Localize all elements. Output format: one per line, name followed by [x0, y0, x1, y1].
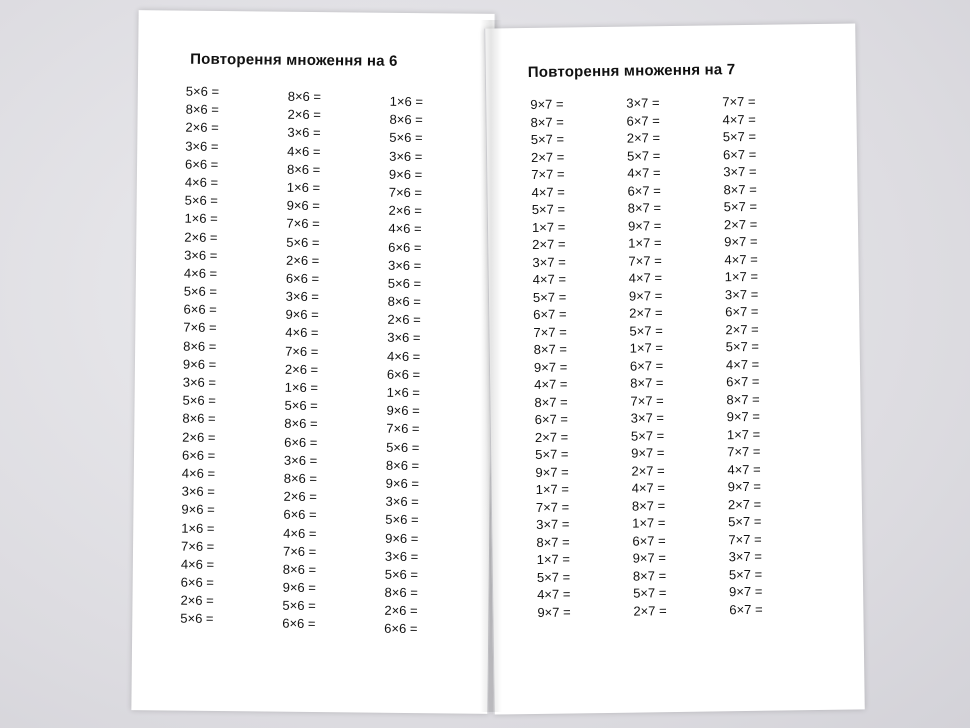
- exercise-item: 2×7 =: [532, 236, 566, 252]
- exercise-item: 5×7 =: [536, 568, 571, 585]
- exercise-item: 2×7 =: [727, 496, 762, 512]
- exercise-item: 9×6 =: [388, 166, 423, 182]
- exercise-item: 5×7 =: [630, 427, 665, 444]
- exercise-item: 5×6 =: [387, 275, 422, 291]
- exercise-item: 2×7 =: [725, 321, 759, 337]
- exercise-item: 3×6 =: [285, 288, 320, 305]
- exercise-item: 6×6 =: [184, 156, 219, 172]
- exercise-item: 4×6 =: [285, 325, 319, 341]
- exercise-item: 7×7 =: [535, 498, 570, 515]
- right-column-3: [722, 93, 763, 618]
- exercise-item: 5×6 =: [284, 397, 318, 414]
- exercise-item: 5×7 =: [629, 322, 663, 339]
- exercise-item: 8×7 =: [533, 341, 568, 357]
- exercise-item: 6×7 =: [729, 601, 763, 617]
- exercise-item: 5×7 =: [723, 198, 758, 215]
- exercise-item: 5×6 =: [282, 597, 316, 614]
- exercise-item: 3×7 =: [724, 286, 759, 302]
- exercise-item: 4×7 =: [532, 271, 567, 287]
- exercise-item: 3×6 =: [181, 483, 215, 500]
- exercise-item: 8×6 =: [183, 338, 217, 354]
- exercise-item: 8×6 =: [384, 584, 418, 601]
- exercise-item: 4×7 =: [725, 356, 760, 372]
- exercise-item: 6×7 =: [533, 306, 567, 322]
- exercise-item: 2×6 =: [285, 252, 320, 268]
- exercise-item: 9×7 =: [632, 550, 667, 566]
- exercise-item: 4×7 =: [628, 270, 663, 286]
- exercise-item: 7×7 =: [630, 392, 664, 409]
- exercise-item: 2×6 =: [182, 429, 216, 445]
- exercise-item: 5×6 =: [386, 439, 420, 455]
- exercise-item: 2×6 =: [387, 312, 421, 328]
- exercise-item: 4×6 =: [386, 348, 421, 364]
- book-gutter: [480, 20, 502, 712]
- left-column-1: [180, 83, 219, 629]
- exercise-item: 4×7 =: [724, 251, 758, 267]
- exercise-item: 9×7 =: [631, 445, 665, 461]
- exercise-item: 8×6 =: [287, 88, 322, 105]
- exercise-item: 3×6 =: [182, 374, 217, 390]
- exercise-item: 9×7 =: [729, 583, 763, 600]
- exercise-item: 9×7 =: [530, 96, 564, 112]
- exercise-item: 9×6 =: [385, 530, 419, 546]
- exercise-item: 1×6 =: [181, 520, 215, 536]
- left-page: [131, 10, 495, 714]
- exercise-item: 8×7 =: [627, 200, 662, 216]
- exercise-item: 2×6 =: [388, 202, 422, 219]
- exercise-item: 6×7 =: [627, 182, 661, 199]
- exercise-item: 3×6 =: [283, 452, 318, 468]
- exercise-item: 2×6 =: [283, 488, 317, 505]
- exercise-item: 9×6 =: [282, 579, 316, 596]
- exercise-item: 6×6 =: [283, 507, 317, 523]
- exercise-item: 4×6 =: [180, 556, 215, 572]
- exercise-item: 8×6 =: [282, 561, 317, 577]
- exercise-item: 6×7 =: [626, 112, 660, 129]
- exercise-item: 8×6 =: [286, 161, 321, 177]
- exercise-item: 1×7 =: [632, 515, 666, 531]
- exercise-item: 3×6 =: [387, 330, 421, 346]
- exercise-item: 5×6 =: [384, 566, 419, 582]
- exercise-item: 4×7 =: [534, 376, 568, 392]
- exercise-item: 8×7 =: [530, 114, 564, 130]
- exercise-item: 4×6 =: [183, 265, 218, 281]
- left-page-title: Повторення множення на 6: [190, 50, 398, 70]
- exercise-item: 1×7 =: [628, 235, 662, 251]
- exercise-item: 4×6 =: [283, 525, 317, 541]
- exercise-item: 6×7 =: [725, 303, 759, 320]
- exercise-item: 4×7 =: [531, 184, 565, 200]
- exercise-item: 7×7 =: [728, 531, 762, 547]
- exercise-item: 9×7 =: [627, 217, 662, 234]
- exercise-item: 4×7 =: [727, 461, 761, 477]
- exercise-item: 1×7 =: [535, 481, 570, 497]
- exercise-item: 9×7 =: [724, 233, 758, 250]
- exercise-item: 1×7 =: [724, 268, 759, 285]
- exercise-item: 1×6 =: [286, 179, 321, 195]
- exercise-item: 1×6 =: [386, 384, 421, 401]
- exercise-item: 2×7 =: [534, 428, 569, 445]
- exercise-item: 6×7 =: [534, 411, 569, 427]
- exercise-item: 3×6 =: [287, 125, 321, 141]
- exercise-item: 8×7 =: [632, 567, 667, 584]
- exercise-item: 5×7 =: [535, 446, 569, 462]
- exercise-item: 7×7 =: [533, 324, 567, 340]
- exercise-item: 8×7 =: [536, 533, 570, 550]
- exercise-item: 9×7 =: [537, 603, 571, 620]
- exercise-item: 2×6 =: [185, 120, 219, 136]
- exercise-item: 9×7 =: [533, 358, 568, 375]
- exercise-item: 9×7 =: [727, 478, 762, 495]
- exercise-item: 9×6 =: [285, 306, 319, 323]
- exercise-item: 5×6 =: [184, 192, 219, 209]
- exercise-item: 3×7 =: [532, 254, 566, 270]
- exercise-item: 7×6 =: [282, 543, 317, 559]
- exercise-item: 6×7 =: [722, 146, 757, 162]
- exercise-item: 5×6 =: [183, 283, 218, 300]
- exercise-item: 9×6 =: [385, 475, 420, 492]
- exercise-item: 9×7 =: [726, 408, 761, 425]
- exercise-item: 9×6 =: [386, 402, 420, 419]
- exercise-item: 5×6 =: [185, 83, 220, 99]
- exercise-item: 3×7 =: [626, 95, 660, 111]
- exercise-item: 5×6 =: [286, 234, 320, 250]
- exercise-item: 1×7 =: [536, 551, 571, 567]
- exercise-item: 9×7 =: [535, 463, 569, 480]
- exercise-item: 3×7 =: [536, 516, 570, 532]
- exercise-item: 6×6 =: [181, 447, 216, 463]
- exercise-item: 2×6 =: [184, 229, 218, 245]
- exercise-item: 3×6 =: [384, 548, 419, 564]
- exercise-item: 6×6 =: [284, 434, 318, 450]
- exercise-item: 9×6 =: [286, 197, 320, 214]
- exercise-item: 5×7 =: [530, 131, 565, 147]
- exercise-item: 5×7 =: [725, 338, 760, 355]
- exercise-item: 2×7 =: [723, 216, 758, 232]
- exercise-item: 8×7 =: [631, 497, 666, 514]
- exercise-item: 8×7 =: [726, 391, 760, 407]
- exercise-item: 3×6 =: [185, 138, 219, 154]
- exercise-item: 4×7 =: [631, 480, 666, 496]
- exercise-item: 3×6 =: [387, 257, 422, 273]
- exercise-item: 8×7 =: [723, 181, 757, 197]
- left-column-3: [384, 93, 423, 639]
- exercise-item: 7×6 =: [286, 216, 320, 232]
- exercise-item: 4×6 =: [181, 465, 216, 481]
- right-column-1: [530, 96, 571, 621]
- exercise-item: 1×7 =: [726, 426, 761, 442]
- exercise-item: 2×7 =: [631, 462, 665, 479]
- exercise-item: 7×6 =: [386, 421, 420, 437]
- exercise-item: 5×6 =: [389, 130, 423, 146]
- exercise-item: 7×6 =: [285, 343, 319, 359]
- exercise-item: 5×7 =: [531, 201, 566, 217]
- exercise-item: 6×6 =: [180, 574, 215, 591]
- exercise-item: 6×7 =: [632, 532, 666, 549]
- exercise-item: 5×7 =: [532, 289, 567, 305]
- exercise-item: 4×7 =: [537, 586, 571, 602]
- right-page-title: Повторення множення на 7: [527, 61, 736, 82]
- exercise-item: 6×6 =: [183, 301, 217, 318]
- exercise-item: 5×7 =: [722, 128, 757, 145]
- exercise-item: 2×6 =: [287, 106, 321, 123]
- exercise-item: 4×7 =: [627, 165, 661, 181]
- exercise-item: 8×7 =: [534, 393, 568, 410]
- exercise-item: 5×7 =: [626, 147, 661, 164]
- exercise-item: 5×6 =: [385, 512, 419, 528]
- exercise-item: 7×6 =: [180, 538, 215, 554]
- exercise-item: 8×6 =: [385, 457, 420, 473]
- exercise-item: 7×7 =: [531, 166, 565, 182]
- exercise-item: 4×6 =: [184, 174, 219, 190]
- exercise-item: 6×6 =: [282, 616, 316, 632]
- exercise-item: 1×6 =: [284, 379, 319, 396]
- exercise-item: 2×6 =: [384, 603, 418, 619]
- exercise-item: 8×6 =: [182, 411, 216, 427]
- exercise-item: 4×6 =: [287, 143, 321, 159]
- exercise-item: 7×7 =: [628, 252, 662, 269]
- exercise-item: 5×7 =: [728, 566, 763, 582]
- exercise-item: 5×6 =: [180, 611, 214, 627]
- exercise-item: 3×6 =: [385, 493, 419, 510]
- exercise-item: 2×7 =: [633, 602, 667, 619]
- exercise-item: 7×7 =: [722, 93, 756, 110]
- exercise-item: 8×6 =: [284, 416, 318, 432]
- exercise-item: 5×7 =: [633, 585, 667, 601]
- exercise-item: 3×7 =: [728, 548, 762, 565]
- exercise-item: 4×7 =: [722, 111, 756, 127]
- exercise-item: 8×7 =: [630, 375, 664, 391]
- exercise-item: 4×6 =: [388, 221, 422, 237]
- exercise-item: 8×6 =: [185, 101, 219, 118]
- exercise-item: 8×6 =: [389, 111, 423, 128]
- exercise-item: 1×7 =: [531, 219, 566, 235]
- exercise-item: 5×6 =: [182, 392, 216, 409]
- left-column-2: [282, 88, 321, 634]
- exercise-item: 2×7 =: [629, 305, 663, 321]
- exercise-item: 7×6 =: [183, 320, 217, 336]
- exercise-item: 8×6 =: [387, 293, 421, 310]
- exercise-item: 9×6 =: [181, 501, 215, 518]
- exercise-item: 1×6 =: [184, 210, 218, 227]
- exercise-item: 6×6 =: [388, 239, 422, 255]
- exercise-item: 3×6 =: [389, 148, 423, 164]
- exercise-item: 7×7 =: [727, 443, 761, 460]
- exercise-item: 2×7 =: [530, 149, 565, 165]
- exercise-item: 8×6 =: [283, 470, 318, 486]
- exercise-item: 3×6 =: [184, 247, 218, 263]
- exercise-item: 2×7 =: [626, 130, 661, 146]
- exercise-item: 9×7 =: [628, 287, 663, 304]
- exercise-item: 5×7 =: [728, 513, 762, 530]
- right-column-2: [626, 94, 667, 619]
- exercise-item: 6×7 =: [726, 373, 760, 390]
- right-page: [484, 23, 865, 714]
- exercise-item: 1×7 =: [629, 340, 664, 356]
- exercise-item: 9×6 =: [182, 356, 217, 372]
- exercise-item: 6×6 =: [386, 366, 421, 382]
- exercise-item: 1×6 =: [389, 93, 424, 110]
- exercise-item: 6×6 =: [285, 270, 320, 286]
- exercise-item: 2×6 =: [180, 592, 214, 609]
- exercise-item: 3×7 =: [630, 410, 665, 426]
- exercise-item: 6×6 =: [384, 621, 418, 637]
- exercise-item: 7×6 =: [388, 184, 423, 201]
- exercise-item: 6×7 =: [629, 357, 664, 374]
- exercise-item: 2×6 =: [284, 361, 319, 377]
- exercise-item: 3×7 =: [723, 163, 757, 180]
